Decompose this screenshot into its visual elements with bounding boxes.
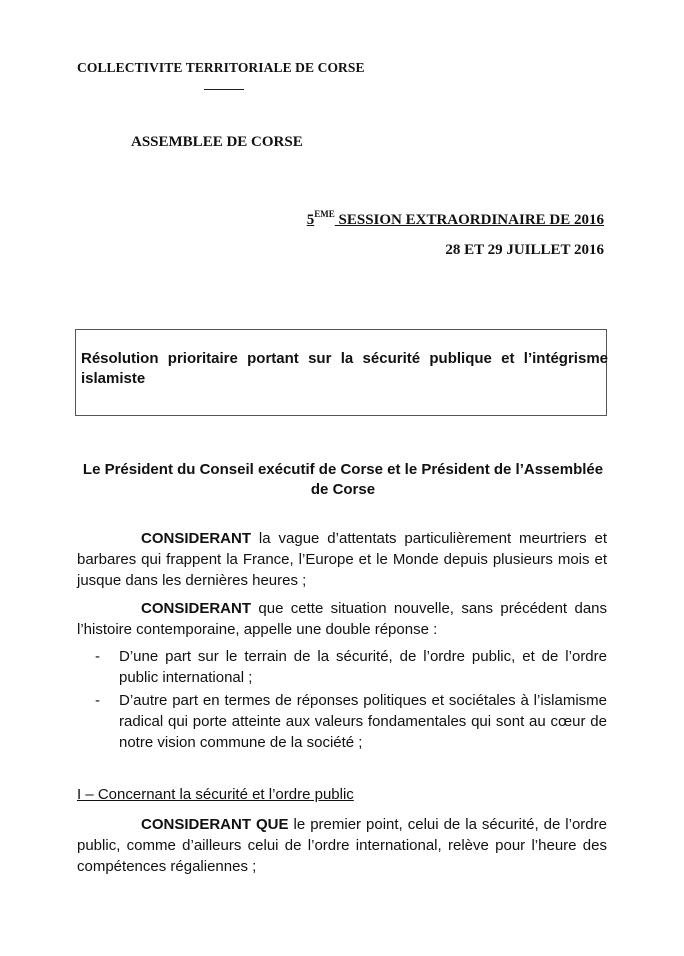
paragraph-1-keyword: CONSIDERANT <box>141 530 252 547</box>
paragraph-3 <box>77 814 607 877</box>
paragraph-2-text: que cette situation nouvelle, sans précédent dans l’histoire contemporaine, appelle une double réponse : <box>77 600 607 638</box>
section-heading: I – Concernant la sécurité et l’ordre public <box>77 786 354 803</box>
session-title <box>307 210 604 229</box>
session-number-suffix: EME <box>314 209 335 219</box>
bullet-text: D’une part sur le terrain de la sécurité, de l’ordre public, et de l’ordre public international ; <box>119 648 607 686</box>
paragraph-3-text: le premier point, celui de la sécurité, de l’ordre public, comme d’ailleurs celui de l’ordre international, relève pour l’heure des compétences régaliennes ; <box>77 816 607 875</box>
organization-name: COLLECTIVITE TERRITORIALE DE CORSE <box>77 60 365 75</box>
list-item <box>95 690 607 753</box>
resolution-title: Résolution prioritaire portant sur la sécurité publique et l’intégrisme islamiste <box>81 350 608 387</box>
session-dates: 28 ET 29 JUILLET 2016 <box>445 242 604 258</box>
paragraph-3-keyword: CONSIDERANT QUE <box>141 816 289 833</box>
paragraph-1-text: la vague d’attentats particulièrement meurtriers et barbares qui frappent la France, l’Europe et le Monde depuis plusieurs mois et jusque dans les dernières heures ; <box>77 530 607 589</box>
paragraph-2-keyword: CONSIDERANT <box>141 600 252 617</box>
bullet-dash: - <box>95 692 100 709</box>
session-number: 5 <box>306 212 315 228</box>
bullet-dash: - <box>95 648 100 665</box>
resolution-box <box>75 329 607 416</box>
assembly-name: ASSEMBLEE DE CORSE <box>131 134 303 150</box>
bullet-text: D’autre part en termes de réponses politiques et sociétales à l’islamisme radical qui porte atteinte aux valeurs fondamentales qui sont au cœur de notre vision commune de la société ; <box>119 692 607 751</box>
paragraph-1 <box>77 528 607 591</box>
header-divider <box>204 89 244 90</box>
presidents-heading: Le Président du Conseil exécutif de Corse et le Président de l’Assemblée de Corse <box>82 461 604 498</box>
list-item <box>95 646 607 688</box>
session-label: SESSION EXTRAORDINAIRE DE 2016 <box>334 212 604 228</box>
paragraph-2 <box>77 598 607 640</box>
